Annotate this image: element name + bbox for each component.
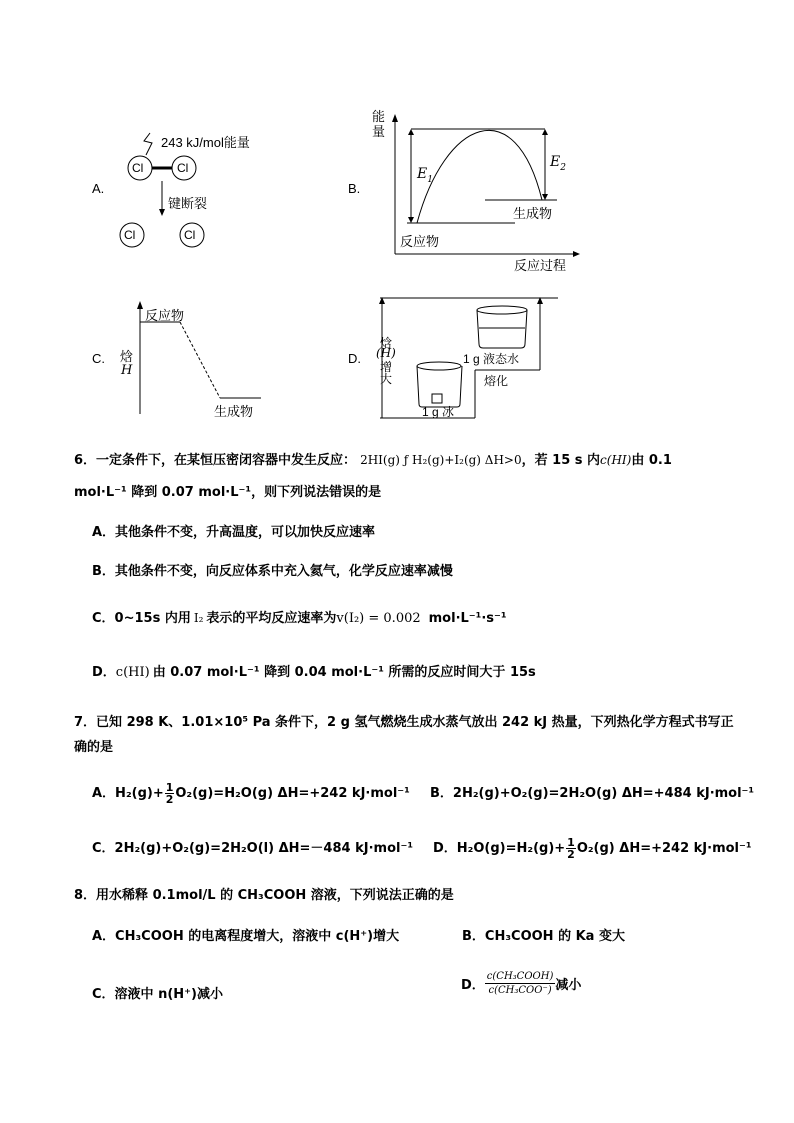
- enthalpy-label-1: 焓: [120, 349, 134, 364]
- question-6-line-1: 6．一定条件下，在某恒压密闭容器中发生反应： 2HI(g) ƒ H₂(g)+I₂(g) ΔH>0，若 15 s 内c(HI)由 0.1: [74, 453, 672, 468]
- q8-option-b[interactable]: B．CH₃COOH 的 Ka 变大: [462, 929, 625, 944]
- lightning-icon: [144, 133, 152, 155]
- ice-cube-icon: [432, 394, 442, 403]
- water-beaker-icon: [477, 310, 527, 348]
- enthalpy-label-2: H: [121, 363, 133, 378]
- energy-axis-label-1: 能: [372, 109, 386, 124]
- question-7-line-1: 7．已知 298 K、1.01×10⁵ Pa 条件下，2 g 氢气燃烧生成水蒸气放出 242 kJ 热量，下列热化学方程式书写正: [74, 715, 734, 730]
- cl-label-3: Cl: [124, 228, 136, 242]
- q8-option-d[interactable]: D． c(CH₃COOH) c(CH₃COO⁻) 减小: [461, 971, 582, 996]
- fraction-half: $\frac{1}{2}$: [567, 836, 575, 861]
- bond-energy-label: 243 kJ/mol能量: [161, 135, 250, 150]
- bond-break-label: 键断裂: [168, 196, 208, 211]
- enthalpy-label-1: 焓: [380, 336, 393, 350]
- e1-label: $E_1$: [417, 166, 433, 185]
- q8-option-a[interactable]: A．CH₃COOH 的电离程度增大，溶液中 c(H⁺)增大: [92, 929, 400, 944]
- energy-axis-label-2: 量: [372, 124, 386, 139]
- fraction-half: $\frac{1}{2}$: [165, 781, 174, 806]
- x-axis-label: 反应过程: [514, 258, 567, 273]
- cl-label-4: Cl: [184, 228, 196, 242]
- q6-option-b[interactable]: B．其他条件不变，向反应体系中充入氦气，化学反应速率减慢: [92, 564, 453, 579]
- reactant-label: 反应物: [145, 308, 185, 323]
- e2-label: $E_2$: [550, 154, 566, 173]
- cl-label-1: Cl: [132, 161, 144, 175]
- question-8-line-1: 8．用水稀释 0.1mol/L 的 CH₃COOH 溶液，下列说法正确的是: [74, 888, 454, 903]
- q6-option-c[interactable]: C．0~15s 内用 I₂ 表示的平均反应速率为v(I₂) = 0.002 mol·L⁻¹·s⁻¹: [92, 611, 507, 626]
- liquid-water-label: 1 g 液态水: [463, 352, 520, 366]
- enthalpy-label-3: 增: [380, 360, 393, 374]
- question-6-line-2: mol·L⁻¹ 降到 0.07 mol·L⁻¹，则下列说法错误的是: [74, 485, 382, 500]
- q7-option-c[interactable]: C．2H₂(g)+O₂(g)=2H₂O(l) ΔH=－484 kJ·mol⁻¹: [92, 841, 414, 856]
- q6-option-a[interactable]: A．其他条件不变，升高温度，可以加快反应速率: [92, 525, 376, 540]
- enthalpy-label-4: 大: [380, 372, 393, 386]
- option-c-letter: C.: [92, 351, 105, 366]
- option-a-letter: A.: [92, 181, 105, 196]
- option-d-letter: D.: [348, 351, 361, 366]
- ice-beaker-icon: [417, 366, 462, 407]
- product-label: 生成物: [513, 206, 553, 221]
- q7-option-d[interactable]: D．H₂O(g)=H₂(g)+ $\frac{1}{2}$ O₂(g) ΔH=+242 kJ·mol⁻¹: [433, 836, 752, 861]
- q7-option-b[interactable]: B．2H₂(g)+O₂(g)=2H₂O(g) ΔH=+484 kJ·mol⁻¹: [430, 786, 755, 801]
- q6-option-d[interactable]: D．c(HI) 由 0.07 mol·L⁻¹ 降到 0.04 mol·L⁻¹ 所需的反应时间大于 15s: [92, 665, 536, 680]
- ice-label: 1 g 冰: [422, 405, 455, 419]
- cl-label-2: Cl: [177, 161, 189, 175]
- reactant-label: 反应物: [400, 234, 440, 249]
- q7-option-a[interactable]: A．H₂(g)+ $\frac{1}{2}$ O₂(g)=H₂O(g) ΔH=+242 kJ·mol⁻¹: [92, 781, 410, 806]
- product-label: 生成物: [214, 404, 254, 419]
- dashed-path: [180, 322, 220, 398]
- melting-label: 熔化: [484, 374, 509, 388]
- option-b-letter: B.: [348, 181, 361, 196]
- question-7-line-2: 确的是: [74, 740, 114, 755]
- q8-option-c[interactable]: C．溶液中 n(H⁺)减小: [92, 987, 223, 1002]
- concentration-ratio: c(CH₃COOH) c(CH₃COO⁻): [486, 971, 554, 996]
- enthalpy-label-2: (H): [376, 346, 396, 360]
